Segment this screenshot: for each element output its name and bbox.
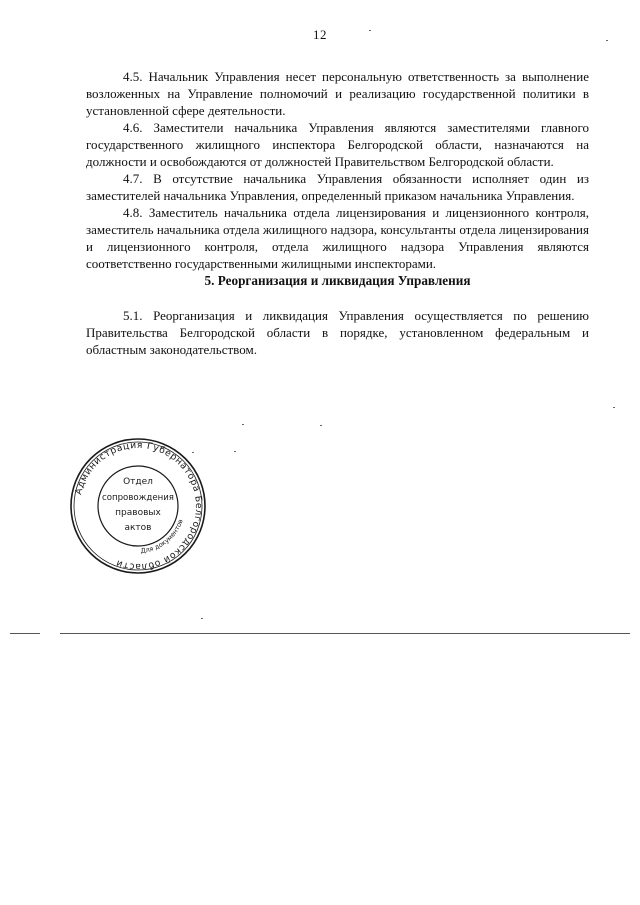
stamp-outer-text: Администрация Губернатора Белгородской области [73, 439, 205, 573]
paragraph-4-7: 4.7. В отсутствие начальника Управления обязанности исполняет один из заместителей начальника Управления, определенный приказом начальника Управления. [86, 171, 589, 203]
stamp-center-line-3: правовых [115, 508, 161, 518]
paragraph-5-1: 5.1. Реорганизация и ликвидация Управления осуществляется по решению Правительства Белгородской области в порядке, установленном федеральным и областным законодательством. [86, 308, 589, 357]
document-body [86, 68, 589, 358]
footer-rule [60, 633, 630, 634]
page-number: 12 [313, 27, 327, 42]
stamp-center-line-4: актов [124, 523, 152, 533]
footer-rule-left [10, 633, 40, 634]
paragraph-4-8: 4.8. Заместитель начальника отдела лицензирования и лицензионного контроля, заместитель начальника отдела жилищного надзора, консультанты отдела лицензирования и лицензионного контроля, отдела жилищного надзора Управления являются соответственно государственными жилищными инспекторами. [86, 205, 589, 271]
stamp-inner-text: Для документов [140, 518, 185, 555]
paragraph-4-5: 4.5. Начальник Управления несет персональную ответственность за выполнение возложенных на Управление полномочий и реализацию государственной политики в установленной сфере деятельности. [86, 69, 589, 118]
stamp-center-line-1: Отдел [123, 477, 153, 487]
stamp-center-line-2: сопровождения [102, 493, 174, 503]
section-heading: 5. Реорганизация и ликвидация Управления [204, 273, 471, 288]
official-stamp [68, 436, 208, 576]
paragraph-4-6: 4.6. Заместители начальника Управления являются заместителями главного государственного жилищного инспектора Белгородской области, назначаются на должности и освобождаются от должностей Правительством Белгородской области. [86, 120, 589, 169]
